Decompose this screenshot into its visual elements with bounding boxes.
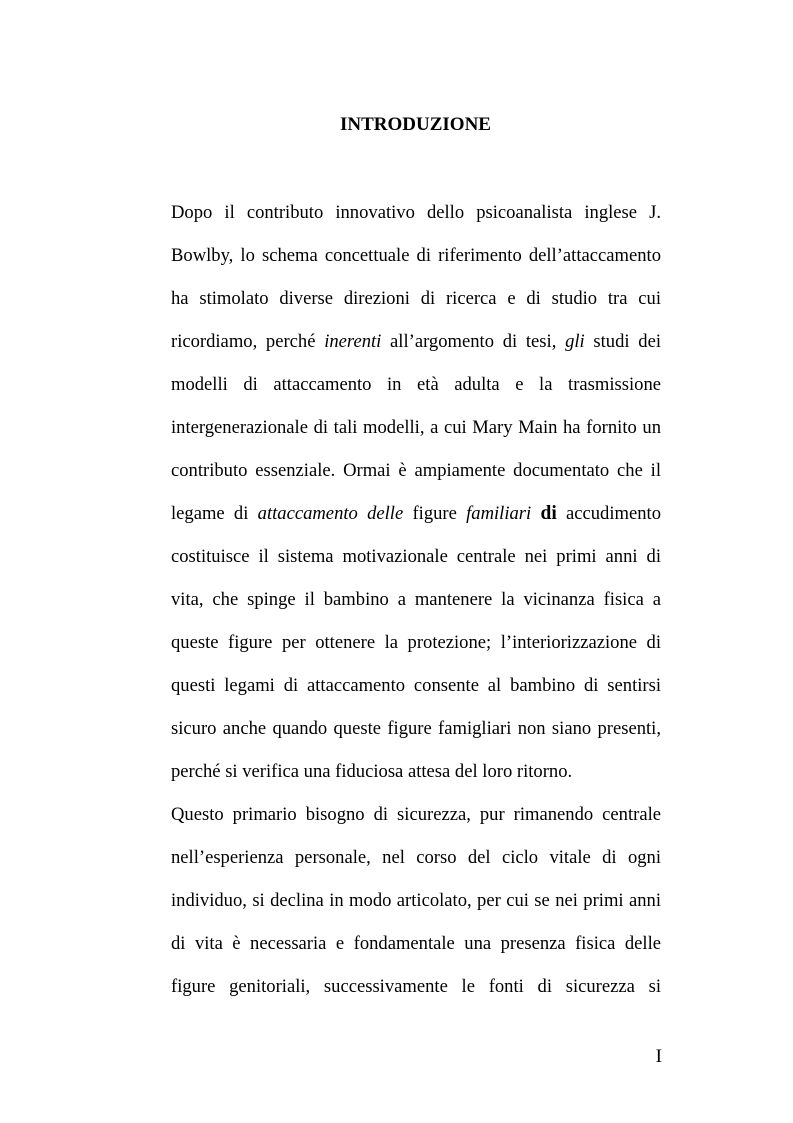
text-segment: intergenerazionale di tali modelli, a cui Mary Main ha fornito un [171, 417, 661, 438]
text-segment: accudimento [556, 503, 661, 524]
text-segment: ha stimolato diverse direzioni di ricerca e di studio tra cui [171, 288, 661, 309]
text-line [171, 282, 661, 325]
text-segment: studi dei [584, 331, 661, 352]
text-segment: all’argomento di tesi, [381, 331, 566, 352]
text-line [171, 196, 661, 239]
bold-text: di [540, 503, 557, 524]
text-segment: questi legami di attaccamento consente al bambino di sentirsi [171, 675, 661, 696]
text-segment: legame di [171, 503, 258, 524]
italic-text: familiari [466, 503, 532, 524]
text-line [171, 798, 661, 841]
text-line [171, 540, 661, 583]
text-line [171, 239, 661, 282]
text-line [171, 970, 661, 1013]
text-segment: costituisce il sistema motivazionale centrale nei primi anni di [171, 546, 661, 567]
text-segment: Dopo il contributo innovativo dello psicoanalista inglese J. [171, 202, 661, 223]
text-segment: modelli di attaccamento in età adulta e la trasmissione [171, 374, 661, 395]
text-segment: vita, che spinge il bambino a mantenere la vicinanza fisica a [171, 589, 661, 610]
text-line [171, 755, 661, 798]
text-line [171, 927, 661, 970]
page-number: I [655, 1046, 662, 1067]
text-line [171, 497, 661, 540]
text-segment: Bowlby, lo schema concettuale di riferimento dell’attaccamento [171, 245, 661, 266]
italic-text: gli [565, 331, 585, 352]
page-title: INTRODUZIONE [340, 114, 491, 135]
italic-text: attaccamento delle [257, 503, 404, 524]
text-segment: contributo essenziale. Ormai è ampiamente documentato che il [171, 460, 661, 481]
text-segment: queste figure per ottenere la protezione; l’interiorizzazione di [171, 632, 661, 653]
text-line [171, 368, 661, 411]
text-segment: figure [403, 503, 467, 524]
text-line [171, 411, 661, 454]
text-line [171, 841, 661, 884]
text-line [171, 712, 661, 755]
text-segment: ricordiamo, perché [171, 331, 325, 352]
text-line [171, 884, 661, 927]
text-line [171, 454, 661, 497]
text-segment: figure genitoriali, successivamente le fonti di sicurezza si [171, 976, 661, 997]
text-line [171, 626, 661, 669]
text-segment: perché si verifica una fiduciosa attesa del loro ritorno. [171, 761, 573, 782]
text-segment: Questo primario bisogno di sicurezza, pur rimanendo centrale [171, 804, 661, 825]
text-segment: di vita è necessaria e fondamentale una presenza fisica delle [171, 933, 661, 954]
body-text [171, 196, 661, 1013]
italic-text: inerenti [324, 331, 382, 352]
text-line [171, 583, 661, 626]
text-segment: sicuro anche quando queste figure famigliari non siano presenti, [171, 718, 661, 739]
text-line [171, 325, 661, 368]
text-segment: individuo, si declina in modo articolato, per cui se nei primi anni [171, 890, 661, 911]
text-segment: nell’esperienza personale, nel corso del ciclo vitale di ogni [171, 847, 661, 868]
text-line [171, 669, 661, 712]
